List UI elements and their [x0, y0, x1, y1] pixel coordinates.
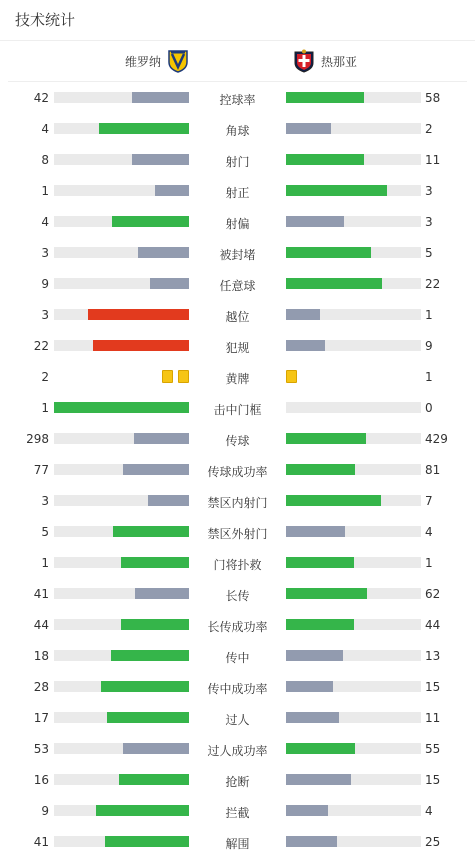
away-value: 4 — [425, 525, 433, 539]
away-bar-track — [286, 154, 421, 165]
away-bar-track — [286, 247, 421, 258]
stat-row — [0, 454, 475, 485]
home-bar-track — [54, 464, 189, 475]
away-value: 3 — [425, 184, 433, 198]
home-value: 3 — [41, 246, 49, 260]
away-bar-track — [286, 216, 421, 227]
away-bar-fill — [286, 216, 344, 227]
away-value: 44 — [425, 618, 441, 632]
stat-row — [0, 392, 475, 423]
home-bar-track — [54, 309, 189, 320]
stat-row — [0, 144, 475, 175]
away-value: 11 — [425, 153, 441, 167]
home-value: 1 — [41, 401, 49, 415]
away-value: 5 — [425, 246, 433, 260]
away-value: 1 — [425, 556, 433, 570]
stat-row — [0, 485, 475, 516]
home-bar-fill — [107, 712, 189, 723]
stat-row — [0, 547, 475, 578]
home-value: 9 — [41, 277, 49, 291]
stat-label: 长传 — [225, 589, 250, 603]
home-bar-fill — [123, 464, 189, 475]
away-bar-fill — [286, 278, 382, 289]
home-bar-track — [54, 557, 189, 568]
home-bar-track — [54, 185, 189, 196]
stat-label: 禁区内射门 — [207, 496, 268, 510]
home-value: 17 — [33, 711, 49, 725]
home-bar-track — [54, 526, 189, 537]
home-value: 44 — [33, 618, 49, 632]
away-bar-track — [286, 805, 421, 816]
home-bar-track — [54, 92, 189, 103]
away-bar-fill — [286, 309, 320, 320]
home-value: 4 — [41, 122, 49, 136]
away-bar-track — [286, 836, 421, 847]
away-bar-track — [286, 743, 421, 754]
home-value: 2 — [41, 370, 49, 384]
away-bar-fill — [286, 557, 354, 568]
stat-row — [0, 516, 475, 547]
page-title: 技术统计 — [0, 0, 475, 41]
stat-row — [0, 733, 475, 764]
stat-label: 越位 — [225, 310, 250, 324]
home-bar-fill — [121, 557, 189, 568]
home-bar-fill — [96, 805, 189, 816]
away-value: 1 — [425, 370, 433, 384]
home-bar-fill — [150, 278, 189, 289]
stat-row — [0, 702, 475, 733]
away-bar-fill — [286, 247, 371, 258]
away-bar-fill — [286, 836, 337, 847]
teams-header — [8, 41, 467, 82]
home-bar-fill — [148, 495, 189, 506]
stat-label: 禁区外射门 — [207, 527, 268, 541]
away-bar-fill — [286, 495, 381, 506]
away-bar-fill — [286, 805, 328, 816]
stat-label: 长传成功率 — [207, 620, 268, 634]
stat-label: 门将扑救 — [213, 558, 262, 572]
away-bar-track — [286, 526, 421, 537]
away-bar-track — [286, 619, 421, 630]
away-bar-fill — [286, 712, 339, 723]
away-value: 62 — [425, 587, 441, 601]
yellow-card-icon — [178, 370, 189, 383]
home-value: 53 — [33, 742, 49, 756]
away-bar-fill — [286, 650, 343, 661]
home-yellow-cards — [157, 370, 189, 383]
away-value: 11 — [425, 711, 441, 725]
stat-row — [0, 175, 475, 206]
home-bar-fill — [111, 650, 189, 661]
stat-row — [0, 764, 475, 795]
home-bar-fill — [99, 123, 189, 134]
home-bar-track — [54, 650, 189, 661]
away-bar-fill — [286, 588, 367, 599]
home-bar-fill — [132, 154, 189, 165]
away-bar-track — [286, 464, 421, 475]
away-bar-fill — [286, 185, 387, 196]
away-bar-fill — [286, 340, 325, 351]
away-bar-track — [286, 309, 421, 320]
stats-list — [0, 82, 475, 857]
home-bar-track — [54, 774, 189, 785]
away-team-name: 热那亚 — [321, 54, 358, 69]
home-bar-fill — [155, 185, 189, 196]
stat-row — [0, 361, 475, 392]
home-bar-fill — [138, 247, 189, 258]
home-value: 1 — [41, 184, 49, 198]
away-value: 81 — [425, 463, 441, 477]
away-value: 22 — [425, 277, 441, 291]
away-value: 2 — [425, 122, 433, 136]
stat-label: 角球 — [225, 124, 250, 138]
away-value: 9 — [425, 339, 433, 353]
away-bar-track — [286, 650, 421, 661]
stat-label: 击中门框 — [213, 403, 262, 417]
home-value: 41 — [33, 587, 49, 601]
stat-row — [0, 640, 475, 671]
home-value: 4 — [41, 215, 49, 229]
home-bar-fill — [132, 92, 189, 103]
home-bar-track — [54, 836, 189, 847]
away-value: 0 — [425, 401, 433, 415]
away-value: 429 — [425, 432, 448, 446]
home-bar-fill — [112, 216, 189, 227]
stat-row — [0, 113, 475, 144]
home-bar-track — [54, 743, 189, 754]
stat-row — [0, 206, 475, 237]
home-bar-fill — [101, 681, 189, 692]
stat-row — [0, 268, 475, 299]
home-value: 9 — [41, 804, 49, 818]
stat-label: 黄牌 — [225, 372, 250, 386]
home-value: 28 — [33, 680, 49, 694]
stat-label: 过人 — [225, 713, 250, 727]
home-bar-track — [54, 495, 189, 506]
home-value: 77 — [33, 463, 49, 477]
home-bar-fill — [105, 836, 189, 847]
home-bar-track — [54, 340, 189, 351]
home-value: 42 — [33, 91, 49, 105]
away-bar-fill — [286, 464, 355, 475]
home-bar-track — [54, 681, 189, 692]
away-bar-track — [286, 278, 421, 289]
away-value: 4 — [425, 804, 433, 818]
stat-row — [0, 82, 475, 113]
home-bar-track — [54, 588, 189, 599]
away-bar-track — [286, 774, 421, 785]
away-bar-fill — [286, 433, 366, 444]
away-bar-track — [286, 92, 421, 103]
stat-label: 任意球 — [219, 279, 256, 293]
home-bar-fill — [135, 588, 189, 599]
stat-row — [0, 578, 475, 609]
away-bar-track — [286, 557, 421, 568]
stat-row — [0, 826, 475, 857]
yellow-card-icon — [162, 370, 173, 383]
home-bar-track — [54, 712, 189, 723]
home-team-name: 维罗纳 — [125, 54, 162, 69]
home-bar-fill — [121, 619, 189, 630]
stat-label: 传中成功率 — [207, 682, 268, 696]
stat-label: 传中 — [225, 651, 250, 665]
verona-crest-icon — [167, 49, 189, 73]
stat-row — [0, 330, 475, 361]
away-bar-track — [286, 588, 421, 599]
away-bar-fill — [286, 619, 354, 630]
away-bar-track — [286, 681, 421, 692]
away-yellow-cards — [286, 370, 302, 383]
stat-label: 传球成功率 — [207, 465, 268, 479]
home-bar-fill — [123, 743, 189, 754]
stat-label: 解围 — [225, 837, 250, 851]
away-bar-fill — [286, 92, 364, 103]
home-bar-fill — [119, 774, 189, 785]
away-bar-track — [286, 712, 421, 723]
home-value: 298 — [26, 432, 49, 446]
away-bar-track — [286, 340, 421, 351]
stat-label: 抢断 — [225, 775, 250, 789]
stat-label: 射偏 — [225, 217, 250, 231]
away-value: 58 — [425, 91, 441, 105]
home-bar-track — [54, 619, 189, 630]
home-bar-track — [54, 278, 189, 289]
away-value: 55 — [425, 742, 441, 756]
away-value: 25 — [425, 835, 441, 849]
away-value: 7 — [425, 494, 433, 508]
stat-label: 被封堵 — [219, 248, 256, 262]
stat-label: 射正 — [225, 186, 250, 200]
home-value: 18 — [33, 649, 49, 663]
home-bar-track — [54, 805, 189, 816]
stat-label: 传球 — [225, 434, 250, 448]
home-value: 1 — [41, 556, 49, 570]
home-value: 22 — [33, 339, 49, 353]
home-value: 3 — [41, 308, 49, 322]
genoa-crest-icon — [293, 49, 315, 73]
stat-row — [0, 609, 475, 640]
away-bar-fill — [286, 154, 364, 165]
stat-label: 犯规 — [225, 341, 250, 355]
home-value: 41 — [33, 835, 49, 849]
home-bar-fill — [134, 433, 189, 444]
away-bar-fill — [286, 681, 333, 692]
stat-row — [0, 795, 475, 826]
stat-row — [0, 237, 475, 268]
home-bar-track — [54, 123, 189, 134]
away-bar-track — [286, 185, 421, 196]
home-value: 8 — [41, 153, 49, 167]
home-bar-fill — [88, 309, 189, 320]
away-value: 13 — [425, 649, 441, 663]
home-bar-track — [54, 216, 189, 227]
home-value: 16 — [33, 773, 49, 787]
home-bar-track — [54, 402, 189, 413]
away-value: 15 — [425, 773, 441, 787]
away-value: 3 — [425, 215, 433, 229]
away-value: 15 — [425, 680, 441, 694]
home-bar-track — [54, 433, 189, 444]
stat-label: 过人成功率 — [207, 744, 268, 758]
away-bar-track — [286, 433, 421, 444]
away-value: 1 — [425, 308, 433, 322]
home-bar-track — [54, 154, 189, 165]
home-bar-fill — [54, 402, 189, 413]
home-bar-fill — [93, 340, 189, 351]
stat-label: 射门 — [225, 155, 250, 169]
home-team[interactable] — [125, 41, 189, 81]
home-value: 5 — [41, 525, 49, 539]
away-bar-fill — [286, 774, 351, 785]
stat-row — [0, 671, 475, 702]
away-bar-track — [286, 123, 421, 134]
yellow-card-icon — [286, 370, 297, 383]
stat-row — [0, 299, 475, 330]
away-team[interactable] — [293, 41, 357, 81]
stat-row — [0, 423, 475, 454]
stat-label: 拦截 — [225, 806, 250, 820]
home-bar-fill — [113, 526, 189, 537]
away-bar-fill — [286, 526, 345, 537]
away-bar-track — [286, 495, 421, 506]
away-bar-track — [286, 402, 421, 413]
stat-label: 控球率 — [219, 93, 256, 107]
home-bar-track — [54, 247, 189, 258]
away-bar-fill — [286, 123, 331, 134]
away-bar-fill — [286, 743, 355, 754]
home-value: 3 — [41, 494, 49, 508]
